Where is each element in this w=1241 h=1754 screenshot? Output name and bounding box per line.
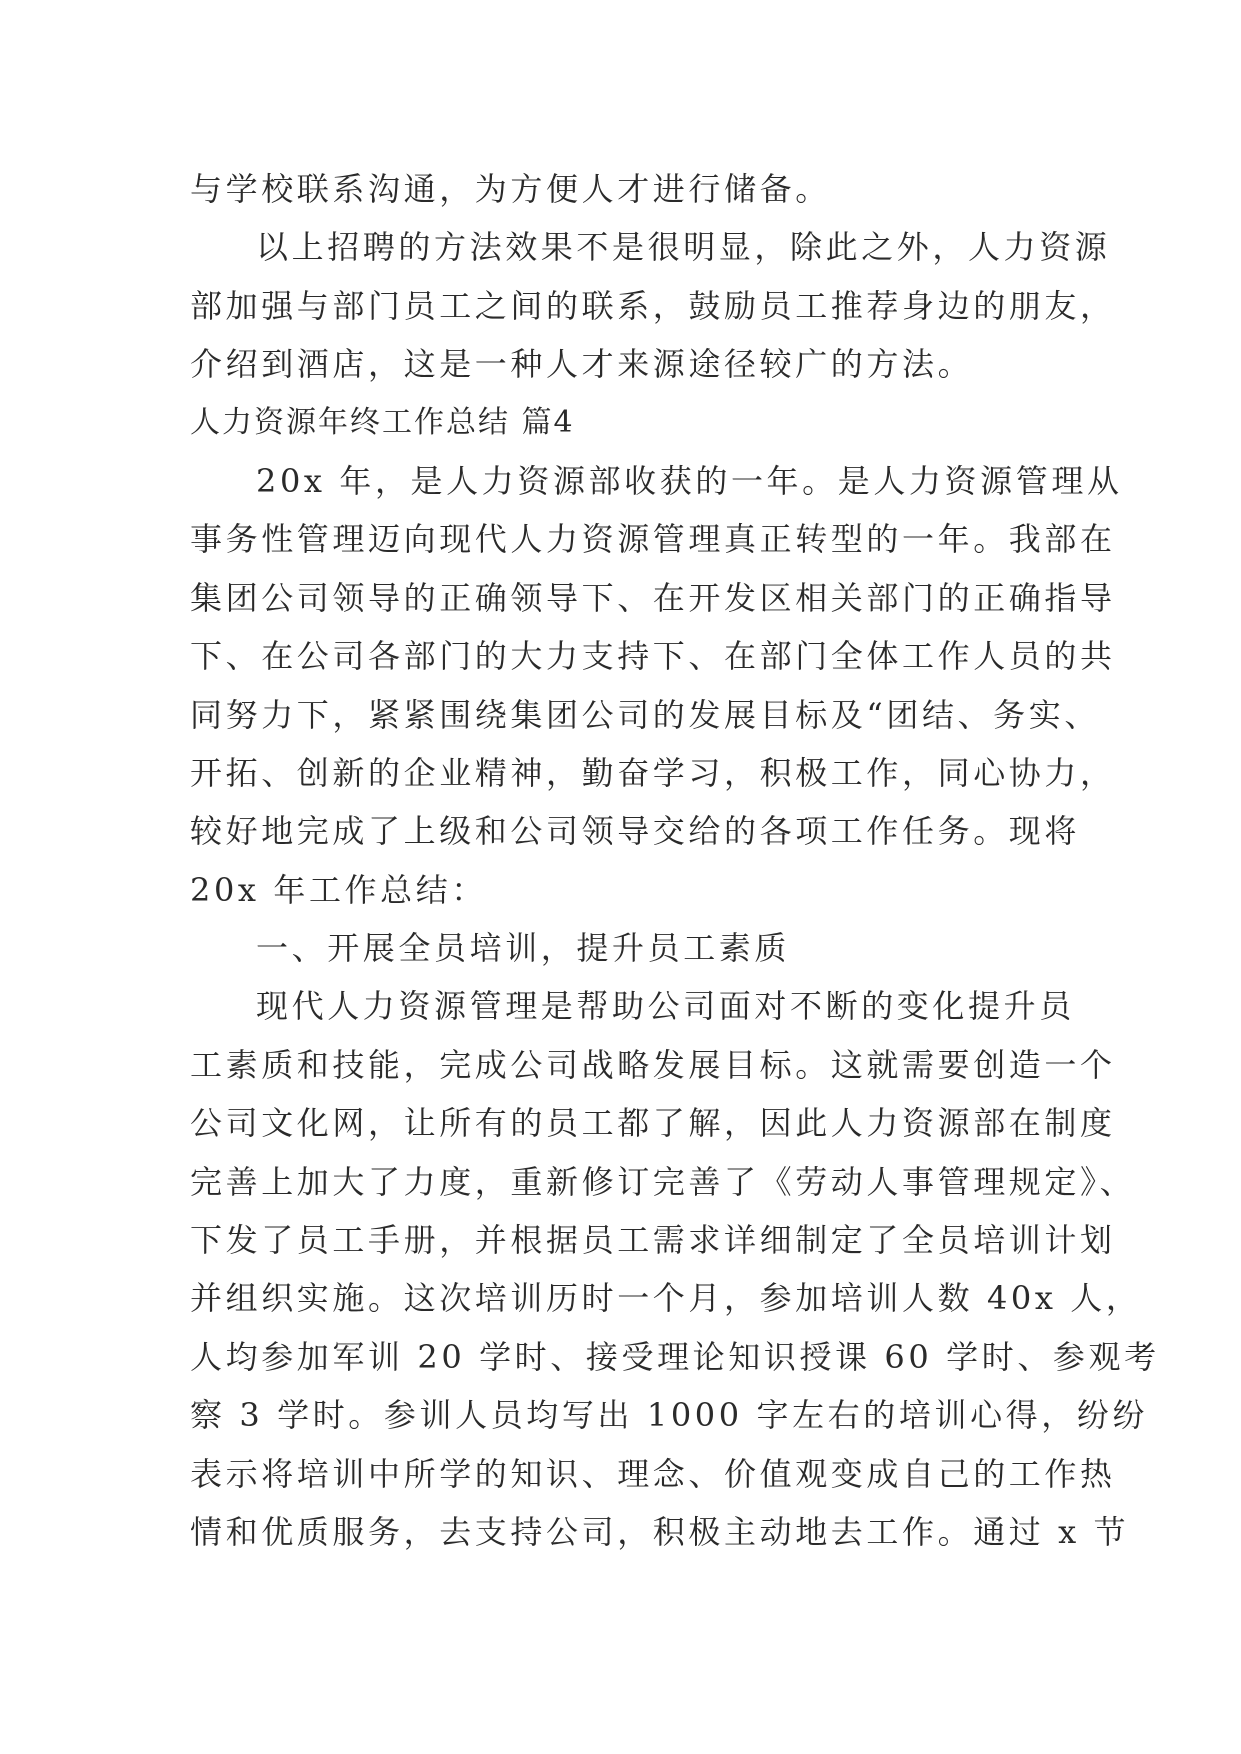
document-body (190, 160, 1160, 1561)
text-line: 20x 年，是人力资源部收获的一年。是人力资源管理从 (256, 461, 1123, 500)
text-line: 一、开展全员培训，提升员工素质 (256, 929, 791, 968)
text-line: 较好地完成了上级和公司领导交给的各项工作任务。现将 (190, 812, 1081, 851)
text-line: 事务性管理迈向现代人力资源管理真正转型的一年。我部在 (190, 520, 1116, 559)
text-line: 察 3 学时。参训人员均写出 1000 字左右的培训心得，纷纷 (190, 1396, 1149, 1435)
text-line: 完善上加大了力度，重新修订完善了《劳动人事管理规定》、 (190, 1162, 1136, 1201)
text-line: 表示将培训中所学的知识、理念、价值观变成自己的工作热 (190, 1454, 1116, 1493)
text-line: 与学校联系沟通，为方便人才进行储备。 (190, 170, 831, 208)
text-line: 以上招聘的方法效果不是很明显，除此之外，人力资源 (256, 228, 1111, 267)
text-line: 情和优质服务，去支持公司，积极主动地去工作。通过 x 节 (190, 1512, 1130, 1551)
section-heading: 人力资源年终工作总结 篇4 (190, 404, 575, 440)
text-line: 介绍到酒店，这是一种人才来源途径较广的方法。 (190, 345, 974, 384)
text-line: 开拓、创新的企业精神，勤奋学习，积极工作，同心协力， (190, 753, 1116, 792)
text-line: 现代人力资源管理是帮助公司面对不断的变化提升员 (256, 987, 1075, 1026)
text-line: 20x 年工作总结： (190, 870, 487, 909)
text-line: 并组织实施。这次培训历时一个月，参加培训人数 40x 人， (190, 1279, 1142, 1318)
text-line: 公司文化网，让所有的员工都了解，因此人力资源部在制度 (190, 1104, 1116, 1143)
text-line: 下、在公司各部门的大力支持下、在部门全体工作人员的共 (190, 637, 1116, 676)
text-line: 下发了员工手册，并根据员工需求详细制定了全员培训计划 (190, 1221, 1116, 1260)
text-line: 工素质和技能，完成公司战略发展目标。这就需要创造一个 (190, 1045, 1116, 1084)
text-line: 同努力下，紧紧围绕集团公司的发展目标及“团结、务实、 (190, 695, 1100, 734)
text-line: 人均参加军训 20 学时、接受理论知识授课 60 学时、参观考 (190, 1337, 1160, 1376)
text-line: 集团公司领导的正确领导下、在开发区相关部门的正确指导 (190, 578, 1116, 617)
text-line: 部加强与部门员工之间的联系，鼓励员工推荐身边的朋友， (190, 286, 1116, 325)
